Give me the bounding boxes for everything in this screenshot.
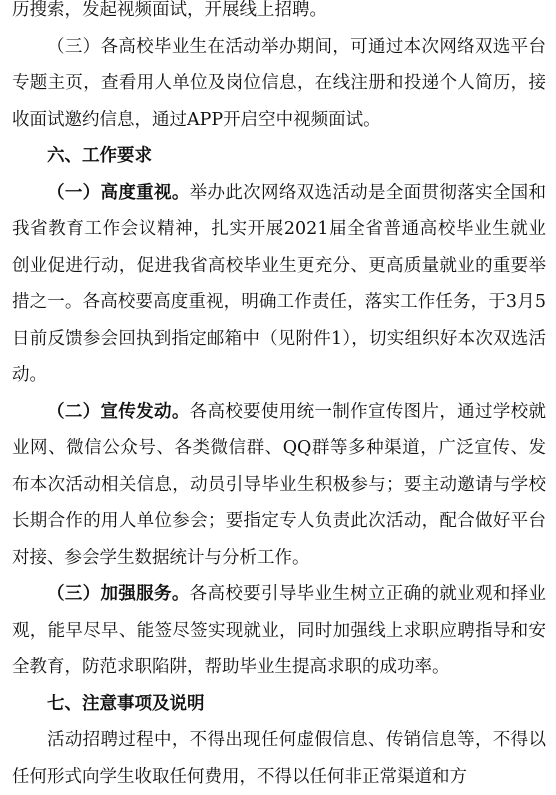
requirement-2-body: 各高校要使用统一制作宣传图片，通过学校就业网、微信公众号、各类微信群、QQ群等多种渠道，广泛宣传、发布本次活动相关信息，动员引导毕业生积极参与；要主动邀请与学校长期合作的用人单位参会；要指定专人负责此次活动，配合做好平台对接、参会学生数据统计与分析工作。: [12, 401, 547, 568]
paragraph-continued: 历搜索，发起视频面试，开展线上招聘。: [12, 0, 327, 20]
paragraph-requirement-2: [12, 394, 546, 577]
paragraph-notes: 活动招聘过程中，不得出现任何虚假信息、传销信息等，不得以任何形式向学生收取任何费用，不得以任何非正常渠道和方: [12, 730, 546, 787]
requirement-3-body: 各高校要引导毕业生树立正确的就业观和择业观，能早尽早、能签尽签实现就业，同时加强线上求职应聘指导和安全教育，防范求职陷阱，帮助毕业生提高求职的成功率。: [12, 584, 547, 677]
requirement-3-lead: （三）加强服务。: [47, 584, 190, 604]
paragraph-item-3: （三）各高校毕业生在活动举办期间，可通过本次网络双选平台专题主页，查看用人单位及岗位信息，在线注册和投递个人简历，接收面试邀约信息，通过APP开启空中视频面试。: [12, 36, 546, 130]
section-heading-7: 七、注意事项及说明: [47, 693, 205, 714]
requirement-1-lead: （一）高度重视。: [47, 182, 190, 203]
requirement-1-body: 举办此次网络双选活动是全面贯彻落实全国和我省教育工作会议精神，扎实开展2021届全省普通高校毕业生就业创业促进行动，促进我省高校毕业生更充分、更高质量就业的重要举措之一。各高校要高度重视，明确工作责任，落实工作任务，于3月5日前反馈参会回执到指定邮箱中（见附件1），切实组织好本次双选活动。: [12, 182, 547, 385]
paragraph-requirement-3: [12, 576, 546, 686]
paragraph-requirement-1: [12, 175, 546, 394]
requirement-2-lead: （二）宣传发动。: [47, 401, 190, 422]
section-heading-6: 六、工作要求: [47, 146, 152, 166]
